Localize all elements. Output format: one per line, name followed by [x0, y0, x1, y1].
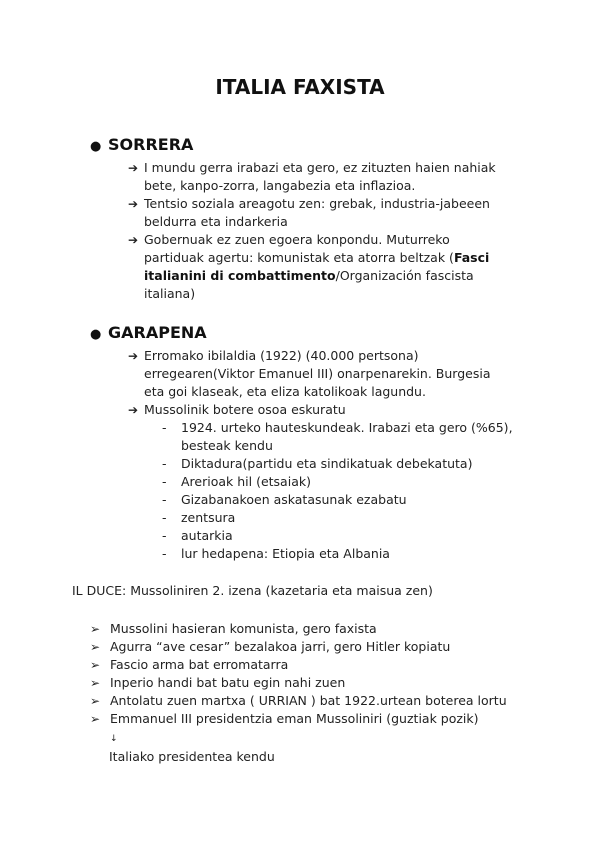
- item-line: autarkia: [181, 528, 233, 543]
- list-item: [90, 231, 524, 303]
- list-item: [90, 347, 524, 401]
- list-item: ➢ Antolatu zuen martxa ( URRIAN ) bat 1922.urtean boterea lortu: [90, 693, 507, 708]
- sub-list-item: [90, 527, 521, 545]
- sub-list-item: [90, 509, 521, 527]
- dash-icon: -: [162, 420, 167, 435]
- sub-list-item: [90, 491, 521, 509]
- sub-list-item: [90, 473, 521, 491]
- bold-text: italianini di combattimento: [144, 268, 336, 283]
- arrowhead-icon: ➢: [90, 694, 101, 708]
- bold-text: Fasci: [453, 250, 490, 265]
- dash-icon: -: [162, 510, 167, 525]
- list-item: ➢ Agurra “ave cesar” bezalakoa jarri, gero Hitler kopiatu: [90, 639, 451, 654]
- arrow-right-icon: ➔: [128, 197, 139, 211]
- list-item: [90, 159, 524, 195]
- dash-icon: -: [162, 528, 167, 543]
- section-heading: [90, 322, 524, 346]
- item-line: Arerioak hil (etsaiak): [181, 474, 311, 489]
- arrowhead-icon: ➢: [90, 676, 101, 690]
- list-item: ➢ Emmanuel III presidentzia eman Mussoliniri (guztiak pozik): [90, 711, 479, 726]
- bullet-icon: ●: [90, 327, 102, 342]
- item-line: Diktadura(partidu eta sindikatuak debekatuta): [181, 456, 473, 471]
- arrowhead-icon: ➢: [90, 712, 101, 726]
- arrow-right-icon: ➔: [128, 349, 139, 363]
- arrow-down-icon: ↓: [110, 734, 118, 744]
- arrowhead-icon: ➢: [90, 640, 101, 654]
- item-line: Tentsio soziala areagotu zen: grebak, industria-jabeeen: [144, 196, 490, 211]
- list-item: [90, 401, 524, 419]
- item-line: lur hedapena: Etiopia eta Albania: [181, 546, 390, 561]
- sub-list-item: [90, 455, 521, 473]
- arrow-right-icon: ➔: [128, 233, 139, 247]
- arrowhead-icon: ➢: [90, 622, 101, 636]
- arrow-list: [90, 620, 507, 728]
- list-item: ➢ Inperio handi bat batu egin nahi zuen: [90, 675, 346, 690]
- dash-icon: -: [162, 546, 167, 561]
- dash-icon: -: [162, 456, 167, 471]
- item-line: Mussolinik botere osoa eskuratu: [144, 402, 346, 417]
- item-line: beldurra eta indarkeria: [144, 214, 288, 229]
- item-line: eta goi klaseak, eta eliza katolikoak lagundu.: [144, 384, 426, 399]
- section-heading: [90, 134, 524, 158]
- list-item: [90, 195, 524, 231]
- dash-icon: -: [162, 492, 167, 507]
- arrow-right-icon: ➔: [128, 403, 139, 417]
- item-line: I mundu gerra irabazi eta gero, ez zituzten haien nahiak: [144, 160, 496, 175]
- item-line: 1924. urteko hauteskundeak. Irabazi eta gero (%65),: [181, 420, 513, 435]
- item-line: Gobernuak ez zuen egoera konpondu. Muturreko: [144, 232, 450, 247]
- item-line: italiana): [144, 286, 196, 301]
- arrow-right-icon: ➔: [128, 161, 139, 175]
- item-line: zentsura: [181, 510, 236, 525]
- item-line: bete, kanpo-zorra, langabezia eta inflazioa.: [144, 178, 416, 193]
- sub-list-item: [90, 419, 521, 455]
- page-title: ITALIA FAXISTA: [215, 75, 385, 99]
- last-line: Italiako presidentea kendu: [109, 749, 275, 764]
- item-line: besteak kendu: [181, 438, 273, 453]
- duce-line: IL DUCE: Mussoliniren 2. izena (kazetaria eta maisua zen): [72, 583, 433, 598]
- item-line: partiduak agertu: komunistak eta atorra beltzak (Fasci: [144, 250, 490, 265]
- item-line: Gizabanakoen askatasunak ezabatu: [181, 492, 407, 507]
- section-sorrera: [90, 134, 524, 303]
- item-line: Erromako ibilaldia (1922) (40.000 pertsona): [144, 348, 419, 363]
- heading-text: SORRERA: [108, 135, 194, 154]
- item-line: italianini di combattimento/Organización fascista: [144, 268, 474, 283]
- item-line: erregearen(Viktor Emanuel III) onarpenarekin. Burgesia: [144, 366, 491, 381]
- arrowhead-icon: ➢: [90, 658, 101, 672]
- dash-icon: -: [162, 474, 167, 489]
- heading-text: GARAPENA: [108, 323, 207, 342]
- section-garapena: [90, 322, 524, 563]
- list-item: ➢ Mussolini hasieran komunista, gero faxista: [90, 621, 377, 636]
- list-item: ➢ Fascio arma bat erromatarra: [90, 657, 289, 672]
- sub-list-item: [90, 545, 521, 563]
- bullet-icon: ●: [90, 139, 102, 154]
